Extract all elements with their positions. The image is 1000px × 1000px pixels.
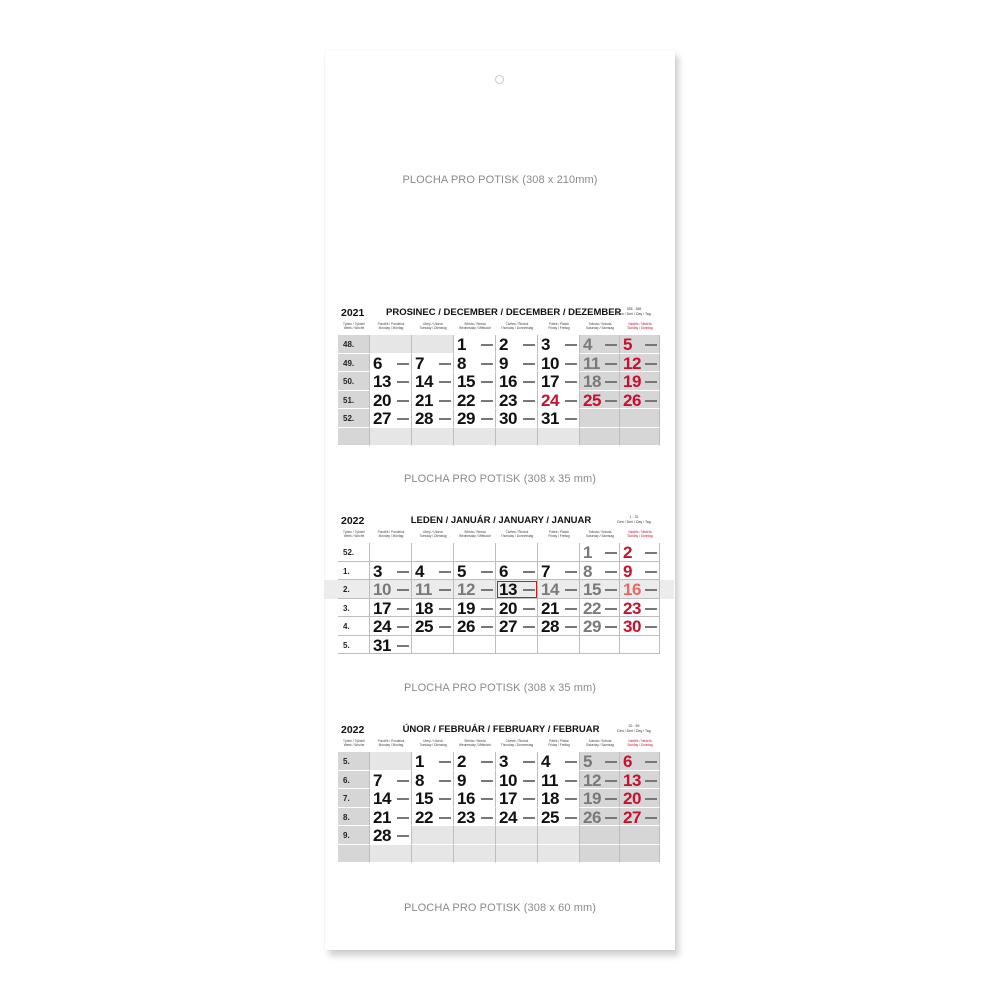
day-cell xyxy=(412,428,454,447)
name-day-text xyxy=(565,344,577,346)
name-day-text xyxy=(397,571,409,573)
name-day-text xyxy=(397,798,409,800)
week-number: 49. xyxy=(343,358,355,368)
print-area-label-2: PLOCHA PRO POTISK (308 x 35 mm) xyxy=(404,682,596,694)
week-number: 2. xyxy=(343,585,350,594)
day-number: 15 xyxy=(583,580,601,599)
day-cell xyxy=(454,845,496,864)
day-cell xyxy=(454,428,496,447)
day-number: 27 xyxy=(373,409,391,428)
day-number: 27 xyxy=(499,617,517,636)
day-header: Pátek / Piatok Friday / Freitag xyxy=(548,739,570,747)
day-cell xyxy=(620,428,660,447)
day-number: 2 xyxy=(457,752,466,771)
calendar-day-range: 1 - 31 Den / Deň / Day / Tag xyxy=(617,515,651,524)
calendar-day-range: 335 - 365 Den / Deň / Day / Tag xyxy=(617,307,651,316)
day-number: 10 xyxy=(499,770,517,790)
week-number: 48. xyxy=(343,340,355,349)
print-area-label-top: PLOCHA PRO POTISK (308 x 210mm) xyxy=(402,174,598,186)
name-day-text xyxy=(439,780,451,782)
name-day-text xyxy=(565,761,577,763)
day-cell xyxy=(370,752,412,771)
name-day-text xyxy=(645,626,657,628)
week-number: 1. xyxy=(343,566,350,576)
day-header: Neděle / Nedeľa Sunday / Sonntag xyxy=(627,739,653,747)
name-day-text xyxy=(523,761,535,763)
name-day-text xyxy=(439,571,451,573)
day-number: 10 xyxy=(373,580,391,599)
calendar-month-title: LEDEN / JANUÁR / JANUARY / JANUAR xyxy=(410,515,592,526)
name-day-text xyxy=(565,363,577,365)
week-number: 9. xyxy=(343,831,350,840)
day-number: 19 xyxy=(457,598,475,618)
name-day-text xyxy=(481,780,493,782)
day-number: 5 xyxy=(583,752,592,771)
day-number: 18 xyxy=(583,372,601,391)
day-header: Středa / Streda Wednesday / Mittwoch xyxy=(458,739,491,747)
day-cell xyxy=(454,543,496,562)
name-day-text xyxy=(605,608,617,610)
name-day-text xyxy=(523,344,535,346)
name-day-text xyxy=(523,798,535,800)
day-number: 14 xyxy=(373,789,391,808)
day-number: 5 xyxy=(623,335,632,354)
week-number: 8. xyxy=(343,812,350,822)
day-header: Úterý / Utorok Tuesday / Dienstag xyxy=(419,739,447,747)
name-day-text xyxy=(481,571,493,573)
day-cell xyxy=(620,845,660,864)
calendar-month-title: ÚNOR / FEBRUÁR / FEBRUARY / FEBRUAR xyxy=(402,724,600,735)
day-header: Pátek / Piatok Friday / Freitag xyxy=(548,530,570,538)
name-day-text xyxy=(605,589,617,591)
day-cell xyxy=(580,636,620,655)
calendar-header xyxy=(338,515,660,529)
day-cell xyxy=(580,845,620,864)
calendar-sheet xyxy=(325,50,675,950)
day-number: 7 xyxy=(415,353,424,373)
day-number: 9 xyxy=(623,561,632,581)
name-day-text xyxy=(645,589,657,591)
name-day-text xyxy=(439,363,451,365)
name-day-text xyxy=(397,817,409,819)
week-number-cell xyxy=(338,428,370,447)
day-header: Sobota / Sobota Saturday / Samstag xyxy=(586,322,614,330)
name-day-text xyxy=(481,589,493,591)
day-number: 24 xyxy=(541,390,559,410)
name-day-text xyxy=(523,780,535,782)
day-cell xyxy=(412,845,454,864)
day-number: 28 xyxy=(541,617,559,636)
name-day-text xyxy=(523,418,535,420)
print-area-label-bottom: PLOCHA PRO POTISK (308 x 60 mm) xyxy=(404,902,596,914)
name-day-text xyxy=(605,571,617,573)
day-number: 11 xyxy=(415,580,432,599)
day-number: 6 xyxy=(623,752,632,771)
day-header: Týden / Týždeň Week / Woche xyxy=(343,530,365,538)
name-day-text xyxy=(439,626,451,628)
day-cell xyxy=(496,826,538,845)
name-day-text xyxy=(565,780,577,782)
day-number: 23 xyxy=(499,390,517,410)
day-number: 21 xyxy=(415,390,433,410)
name-day-text xyxy=(481,418,493,420)
week-number: 4. xyxy=(343,622,350,631)
day-number: 10 xyxy=(541,353,559,373)
day-number: 24 xyxy=(499,807,517,827)
name-day-text xyxy=(397,780,409,782)
week-number: 3. xyxy=(343,603,350,613)
day-number: 4 xyxy=(415,561,424,581)
day-header: Pátek / Piatok Friday / Freitag xyxy=(548,322,570,330)
day-number: 21 xyxy=(373,807,391,827)
name-day-text xyxy=(645,381,657,383)
day-number: 9 xyxy=(499,353,508,373)
day-number: 1 xyxy=(457,335,466,354)
day-cell xyxy=(538,845,580,864)
week-number: 50. xyxy=(343,377,355,386)
calendar-header xyxy=(338,724,660,738)
name-day-text xyxy=(605,400,617,402)
name-day-text xyxy=(397,626,409,628)
name-day-text xyxy=(645,363,657,365)
day-number: 28 xyxy=(373,826,391,845)
day-number: 11 xyxy=(541,770,558,790)
day-header: Neděle / Nedeľa Sunday / Sonntag xyxy=(627,530,653,538)
day-number: 20 xyxy=(623,789,641,808)
name-day-text xyxy=(481,817,493,819)
name-day-text xyxy=(397,381,409,383)
name-day-text xyxy=(439,798,451,800)
week-number: 52. xyxy=(343,414,355,423)
name-day-text xyxy=(397,589,409,591)
day-number: 28 xyxy=(415,409,433,428)
day-header: Neděle / Nedeľa Sunday / Sonntag xyxy=(627,322,653,330)
name-day-text xyxy=(645,780,657,782)
day-cell xyxy=(412,826,454,845)
day-number: 18 xyxy=(415,598,433,618)
day-number: 24 xyxy=(373,617,391,636)
day-cell xyxy=(454,826,496,845)
name-day-text xyxy=(481,608,493,610)
name-day-text xyxy=(481,363,493,365)
day-number: 16 xyxy=(623,580,641,599)
day-number: 19 xyxy=(583,789,601,808)
week-number-cell xyxy=(338,845,370,864)
name-day-text xyxy=(397,608,409,610)
name-day-text xyxy=(397,418,409,420)
day-cell xyxy=(538,428,580,447)
week-number: 52. xyxy=(343,548,355,557)
name-day-text xyxy=(523,571,535,573)
day-cell xyxy=(538,543,580,562)
day-number: 17 xyxy=(499,789,517,808)
day-number: 1 xyxy=(415,752,424,771)
day-number: 30 xyxy=(623,617,641,636)
day-cell xyxy=(370,845,412,864)
name-day-text xyxy=(605,626,617,628)
name-day-text xyxy=(565,817,577,819)
day-number: 5 xyxy=(457,561,466,581)
day-cell xyxy=(412,543,454,562)
day-header: Středa / Streda Wednesday / Mittwoch xyxy=(458,322,491,330)
day-number: 15 xyxy=(457,372,475,391)
day-cell xyxy=(580,409,620,428)
name-day-text xyxy=(565,381,577,383)
name-day-text xyxy=(605,363,617,365)
name-day-text xyxy=(605,381,617,383)
day-number: 20 xyxy=(499,598,517,618)
day-header: Úterý / Utorok Tuesday / Dienstag xyxy=(419,322,447,330)
day-number: 29 xyxy=(583,617,601,636)
day-number: 6 xyxy=(373,353,382,373)
day-number: 14 xyxy=(541,580,559,599)
day-header: Středa / Streda Wednesday / Mittwoch xyxy=(458,530,491,538)
name-day-text xyxy=(439,381,451,383)
calendar-year: 2022 xyxy=(341,515,365,527)
day-number: 31 xyxy=(541,409,559,428)
name-day-text xyxy=(645,798,657,800)
day-header: Týden / Týždeň Week / Woche xyxy=(343,322,365,330)
day-cell xyxy=(496,845,538,864)
name-day-text xyxy=(645,571,657,573)
print-area-label-1: PLOCHA PRO POTISK (308 x 35 mm) xyxy=(404,473,596,485)
name-day-text xyxy=(523,363,535,365)
hanging-hole xyxy=(495,75,504,84)
name-day-text xyxy=(439,761,451,763)
name-day-text xyxy=(523,817,535,819)
name-day-text xyxy=(481,798,493,800)
day-number: 12 xyxy=(623,353,641,373)
week-number: 5. xyxy=(343,757,350,766)
day-header: Sobota / Sobota Saturday / Samstag xyxy=(586,530,614,538)
day-number: 26 xyxy=(623,390,641,410)
day-cell xyxy=(538,826,580,845)
day-cell xyxy=(538,636,580,655)
name-day-text xyxy=(439,589,451,591)
day-header: Úterý / Utorok Tuesday / Dienstag xyxy=(419,530,447,538)
name-day-text xyxy=(439,400,451,402)
calendar-day-range: 32 - 59 Den / Deň / Day / Tag xyxy=(617,724,651,733)
day-number: 7 xyxy=(541,561,550,581)
day-number: 26 xyxy=(583,807,601,827)
day-number: 25 xyxy=(415,617,433,636)
day-header: Sobota / Sobota Saturday / Samstag xyxy=(586,739,614,747)
day-header: Pondělí / Pondelok Monday / Montag xyxy=(377,322,405,330)
day-number: 20 xyxy=(373,390,391,410)
day-header: Čtvrtek / Štvrtok Thursday / Donnerstag xyxy=(500,322,534,330)
name-day-text xyxy=(565,571,577,573)
name-day-text xyxy=(605,817,617,819)
name-day-text xyxy=(645,761,657,763)
day-cell xyxy=(620,409,660,428)
name-day-text xyxy=(439,608,451,610)
calendar-year: 2022 xyxy=(341,724,365,736)
name-day-text xyxy=(565,798,577,800)
name-day-text xyxy=(565,608,577,610)
day-number: 23 xyxy=(623,598,641,618)
calendar-header xyxy=(338,307,660,321)
day-number: 13 xyxy=(373,372,391,391)
day-number: 16 xyxy=(499,372,517,391)
name-day-text xyxy=(523,381,535,383)
day-cell xyxy=(580,428,620,447)
name-day-text xyxy=(523,400,535,402)
day-number: 15 xyxy=(415,789,433,808)
name-day-text xyxy=(397,400,409,402)
calendar-year: 2021 xyxy=(341,307,365,319)
day-cell xyxy=(620,826,660,845)
name-day-text xyxy=(605,798,617,800)
day-cell xyxy=(412,335,454,354)
day-number: 26 xyxy=(457,617,475,636)
name-day-text xyxy=(397,835,409,837)
name-day-text xyxy=(565,418,577,420)
name-day-text xyxy=(565,589,577,591)
name-day-text xyxy=(481,626,493,628)
name-day-text xyxy=(645,400,657,402)
week-number: 5. xyxy=(343,640,350,650)
day-number: 23 xyxy=(457,807,475,827)
day-number: 25 xyxy=(583,390,601,410)
day-number: 27 xyxy=(623,807,641,827)
name-day-text xyxy=(605,344,617,346)
day-number: 2 xyxy=(499,335,508,354)
name-day-text xyxy=(439,418,451,420)
name-day-text xyxy=(645,608,657,610)
day-number: 14 xyxy=(415,372,433,391)
day-cell xyxy=(496,428,538,447)
day-number: 8 xyxy=(457,353,466,373)
day-cell xyxy=(496,543,538,562)
day-number: 3 xyxy=(499,752,508,771)
name-day-text xyxy=(565,626,577,628)
day-number: 13 xyxy=(623,770,641,790)
day-number: 16 xyxy=(457,789,475,808)
day-number: 22 xyxy=(457,390,475,410)
name-day-text xyxy=(605,780,617,782)
day-number: 4 xyxy=(541,752,550,771)
day-number: 4 xyxy=(583,335,592,354)
name-day-text xyxy=(481,381,493,383)
name-day-text xyxy=(645,817,657,819)
name-day-text xyxy=(481,344,493,346)
day-number: 17 xyxy=(541,372,559,391)
day-cell xyxy=(370,428,412,447)
day-number: 3 xyxy=(373,561,382,581)
day-cell xyxy=(496,636,538,655)
week-number: 7. xyxy=(343,794,350,803)
day-cell xyxy=(370,335,412,354)
day-number: 29 xyxy=(457,409,475,428)
day-number: 12 xyxy=(583,770,601,790)
name-day-text xyxy=(397,363,409,365)
day-cell xyxy=(370,543,412,562)
name-day-text xyxy=(523,608,535,610)
day-header: Čtvrtek / Štvrtok Thursday / Donnerstag xyxy=(500,739,534,747)
name-day-text xyxy=(605,761,617,763)
day-number: 25 xyxy=(541,807,559,827)
day-number: 13 xyxy=(499,580,517,599)
day-number: 8 xyxy=(583,561,592,581)
day-number: 8 xyxy=(415,770,424,790)
name-day-text xyxy=(439,817,451,819)
day-number: 18 xyxy=(541,789,559,808)
calendar-month-title: PROSINEC / DECEMBER / DECEMBER / DEZEMBER xyxy=(386,307,622,318)
day-number: 1 xyxy=(583,543,592,562)
day-number: 11 xyxy=(583,353,600,373)
week-number: 51. xyxy=(343,395,355,405)
name-day-text xyxy=(523,626,535,628)
day-header: Pondělí / Pondelok Monday / Montag xyxy=(377,739,405,747)
day-number: 3 xyxy=(541,335,550,354)
name-day-text xyxy=(565,400,577,402)
name-day-text xyxy=(645,344,657,346)
name-day-text xyxy=(645,552,657,554)
name-day-text xyxy=(481,400,493,402)
day-cell xyxy=(620,636,660,655)
day-header: Čtvrtek / Štvrtok Thursday / Donnerstag xyxy=(500,530,534,538)
day-header: Pondělí / Pondelok Monday / Montag xyxy=(377,530,405,538)
name-day-text xyxy=(397,645,409,647)
day-number: 31 xyxy=(373,635,391,655)
day-number: 2 xyxy=(623,543,632,562)
day-number: 22 xyxy=(415,807,433,827)
day-cell xyxy=(454,636,496,655)
day-cell xyxy=(580,826,620,845)
day-number: 12 xyxy=(457,580,475,599)
day-header: Týden / Týždeň Week / Woche xyxy=(343,739,365,747)
today-marker xyxy=(497,581,537,599)
day-number: 6 xyxy=(499,561,508,581)
day-number: 21 xyxy=(541,598,559,618)
day-number: 7 xyxy=(373,770,382,790)
name-day-text xyxy=(481,761,493,763)
name-day-text xyxy=(605,552,617,554)
day-number: 17 xyxy=(373,598,391,618)
day-number: 9 xyxy=(457,770,466,790)
day-number: 30 xyxy=(499,409,517,428)
day-number: 19 xyxy=(623,372,641,391)
week-number: 6. xyxy=(343,775,350,785)
day-number: 22 xyxy=(583,598,601,618)
day-cell xyxy=(412,636,454,655)
